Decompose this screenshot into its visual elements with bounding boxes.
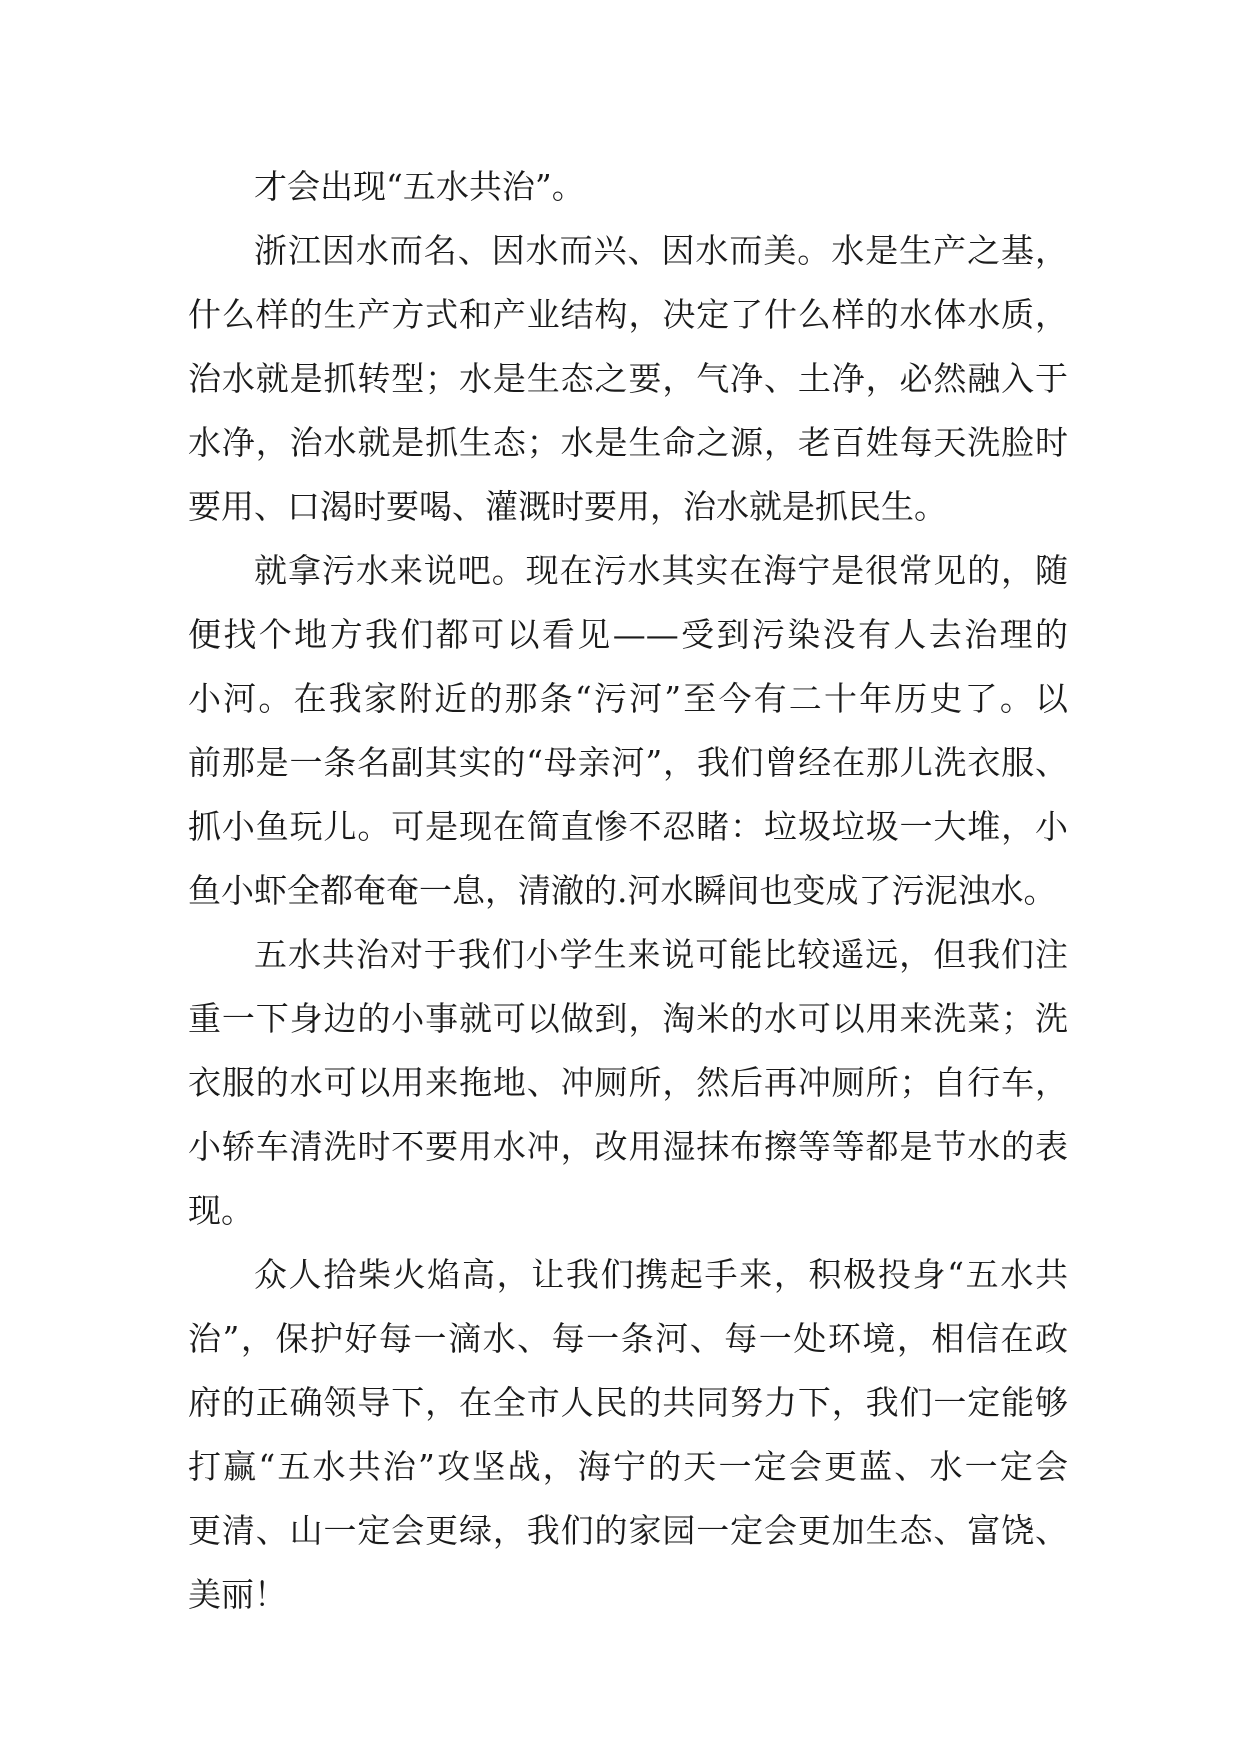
text-line: 美丽！: [188, 1575, 287, 1614]
text-line: 五水共治对于我们小学生来说可能比较遥远，但我们注: [254, 935, 1068, 974]
paragraph-1: [188, 155, 1068, 219]
text-line: 要用、口渴时要喝、灌溉时要用，治水就是抓民生。: [188, 487, 947, 526]
text-line: 就拿污水来说吧。现在污水其实在海宁是很常见的，随: [254, 551, 1068, 590]
essay-body: [188, 155, 1068, 1627]
text-line: 众人拾柴火焰高，让我们携起手来，积极投身“五水共: [254, 1255, 1068, 1294]
text-line: 才会出现“五水共治”。: [254, 167, 585, 206]
text-line: 现。: [188, 1191, 254, 1230]
text-line: 抓小鱼玩儿。可是现在简直惨不忍睹：垃圾垃圾一大堆，小: [188, 807, 1068, 846]
text-line: 府的正确领导下，在全市人民的共同努力下，我们一定能够: [188, 1383, 1068, 1422]
text-line: 治水就是抓转型；水是生态之要，气净、土净，必然融入于: [188, 359, 1068, 398]
text-line: 更清、山一定会更绿，我们的家园一定会更加生态、富饶、: [188, 1511, 1068, 1550]
text-line: 水净，治水就是抓生态；水是生命之源，老百姓每天洗脸时: [188, 423, 1068, 462]
paragraph-2: [188, 219, 1068, 539]
text-line: 便找个地方我们都可以看见——受到污染没有人去治理的: [188, 615, 1068, 654]
text-line: 重一下身边的小事就可以做到，淘米的水可以用来洗菜；洗: [188, 999, 1068, 1038]
text-line: 什么样的生产方式和产业结构，决定了什么样的水体水质，: [188, 295, 1068, 334]
paragraph-4: [188, 923, 1068, 1243]
text-line: 前那是一条名副其实的“母亲河”，我们曾经在那儿洗衣服、: [188, 743, 1068, 782]
text-line: 打赢“五水共治”攻坚战，海宁的天一定会更蓝、水一定会: [188, 1447, 1068, 1486]
text-line: 鱼小虾全都奄奄一息，清澈的.河水瞬间也变成了污泥浊水。: [188, 871, 1057, 910]
text-line: 衣服的水可以用来拖地、冲厕所，然后再冲厕所；自行车，: [188, 1063, 1068, 1102]
paragraph-3: [188, 539, 1068, 923]
text-line: 浙江因水而名、因水而兴、因水而美。水是生产之基，: [254, 231, 1068, 270]
text-line: 治”，保护好每一滴水、每一条河、每一处环境，相信在政: [188, 1319, 1068, 1358]
paragraph-5: [188, 1243, 1068, 1627]
text-line: 小河。在我家附近的那条“污河”至今有二十年历史了。以: [188, 679, 1068, 718]
text-line: 小轿车清洗时不要用水冲，改用湿抹布擦等等都是节水的表: [188, 1127, 1068, 1166]
